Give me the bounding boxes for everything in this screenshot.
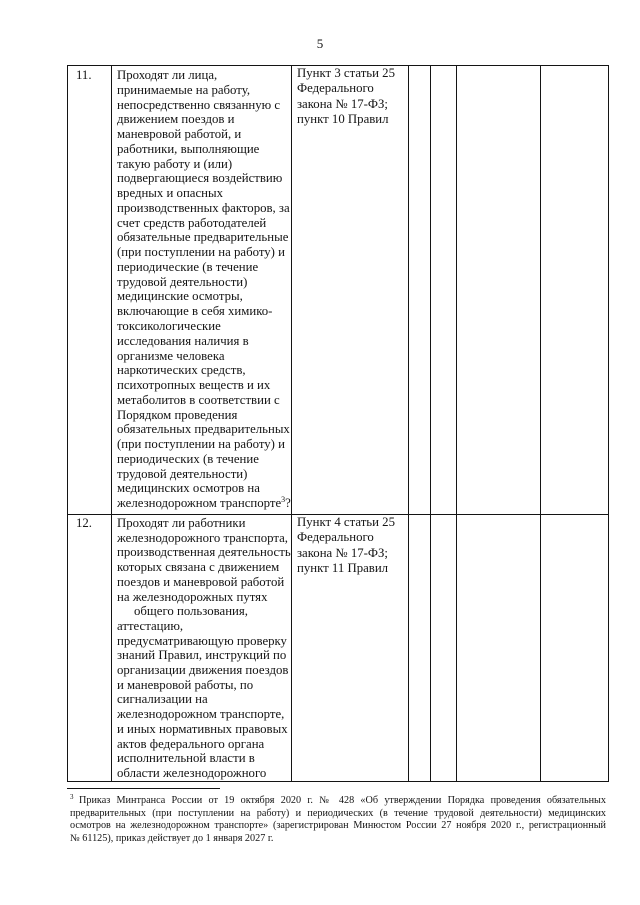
question-line: (при поступлении на работу) и <box>117 245 285 260</box>
number-cell <box>68 66 112 515</box>
reference-line: пункт 10 Правил <box>297 112 389 127</box>
question-line: (при поступлении на работу) и <box>117 437 285 452</box>
question-line: медицинских осмотров на <box>117 481 260 496</box>
footnote-reference: 3 <box>281 495 286 505</box>
reference-cell <box>292 66 409 515</box>
question-mark: ? <box>285 496 291 511</box>
question-line: периодические (в течение <box>117 259 259 274</box>
row-number: 11. <box>76 68 92 82</box>
question-line: трудовой деятельности) <box>117 466 248 481</box>
question-line: Проходят ли работники <box>117 516 246 530</box>
reference-line: закона № 17-ФЗ; <box>297 96 388 111</box>
footnote <box>70 795 606 845</box>
table-row <box>68 66 609 515</box>
question-line: наркотических средств, <box>117 363 246 378</box>
question-line: предусматривающую проверку <box>117 633 287 648</box>
checklist-table <box>67 65 609 782</box>
footnote-separator <box>67 788 220 789</box>
empty-cell <box>541 66 609 515</box>
row-number: 12. <box>76 516 92 530</box>
reference-line: Пункт 3 статьи 25 <box>297 66 395 80</box>
question-line-text: железнодорожном транспорте <box>117 496 282 511</box>
question-line: актов федерального органа <box>117 736 265 751</box>
question-line: такую работу и (или) <box>117 156 233 171</box>
empty-cell <box>409 66 431 515</box>
question-cell <box>112 66 292 515</box>
question-line: психотропных веществ и их <box>117 378 271 393</box>
page-number: 5 <box>316 36 324 51</box>
question-line: и маневровой работы, по <box>117 677 254 692</box>
question-line: обязательные предварительные <box>117 230 289 245</box>
question-line: общего пользования, <box>134 604 248 619</box>
question-line: метаболитов в соответствии с <box>117 392 280 407</box>
footnote-line <box>70 795 606 808</box>
question-line: области железнодорожного <box>117 765 267 780</box>
question-line: исследования наличия в <box>117 333 249 348</box>
reference-line: Федерального <box>297 530 374 545</box>
question-cell <box>112 515 292 782</box>
question-line: сигнализации на <box>117 692 208 707</box>
footnote-line: предварительных (при поступлении на работу) и периодических (в течение трудовой деятельности) медицинских <box>70 807 606 819</box>
empty-cell <box>431 66 457 515</box>
reference-line: пункт 11 Правил <box>297 561 389 576</box>
question-line-with-footnote <box>117 496 291 513</box>
empty-cell <box>457 66 541 515</box>
question-line: работники, выполняющие <box>117 141 260 156</box>
question-line: на железнодорожных путях <box>117 589 268 604</box>
reference-line: Пункт 4 статьи 25 <box>297 515 395 529</box>
reference-line: закона № 17-ФЗ; <box>297 545 388 560</box>
question-line: обязательных предварительных <box>117 422 290 437</box>
footnote-line: № 61125), приказ действует до 1 января 2027 г. <box>70 832 274 844</box>
question-line: организме человека <box>117 348 225 363</box>
empty-cell <box>431 515 457 782</box>
question-line: аттестацию, <box>117 618 184 633</box>
reference-cell <box>292 515 409 782</box>
question-line: счет средств работодателей <box>117 215 267 230</box>
question-line: непосредственно связанную с <box>117 97 281 112</box>
empty-cell <box>541 515 609 782</box>
question-line: вредных и опасных <box>117 186 224 201</box>
question-line: производственная деятельность <box>117 545 291 560</box>
question-line: Проходят ли лица, <box>117 68 218 82</box>
question-line: которых связана с движением <box>117 560 280 575</box>
question-line: периодических (в течение <box>117 451 259 466</box>
question-line: Порядком проведения <box>117 407 238 422</box>
reference-line: Федерального <box>297 81 374 96</box>
number-cell <box>68 515 112 782</box>
footnote-line-text: Приказ Минтранса России от 19 октября 2020 г. № 428 «Об утверждении Порядка проведения обязательных <box>79 795 606 806</box>
empty-cell <box>457 515 541 782</box>
table-row <box>68 515 609 782</box>
empty-cell <box>409 515 431 782</box>
question-line: включающие в себя химико- <box>117 304 273 319</box>
question-line: токсикологические <box>117 319 221 334</box>
question-line: и иных нормативных правовых <box>117 721 288 736</box>
question-line: движением поездов и <box>117 112 235 127</box>
footnote-marker: 3 <box>70 793 74 801</box>
footnote-line: осмотров на железнодорожном транспорте» (зарегистрирован Минюстом России 27 ноября 2020 г., регистрационный <box>70 820 606 832</box>
question-line: трудовой деятельности) <box>117 274 248 289</box>
question-line: маневровой работой, и <box>117 127 242 142</box>
question-line: производственных факторов, за <box>117 200 290 215</box>
question-line: принимаемые на работу, <box>117 82 251 97</box>
question-line: медицинские осмотры, <box>117 289 243 304</box>
question-line: исполнительной власти в <box>117 751 255 766</box>
question-line: организации движения поездов <box>117 663 289 678</box>
question-line: железнодорожного транспорта, <box>117 530 288 545</box>
question-line: подвергающиеся воздействию <box>117 171 283 186</box>
question-line: железнодорожном транспорте, <box>117 707 285 722</box>
question-line: поездов и маневровой работой <box>117 574 285 589</box>
question-line: знаний Правил, инструкций по <box>117 648 287 663</box>
